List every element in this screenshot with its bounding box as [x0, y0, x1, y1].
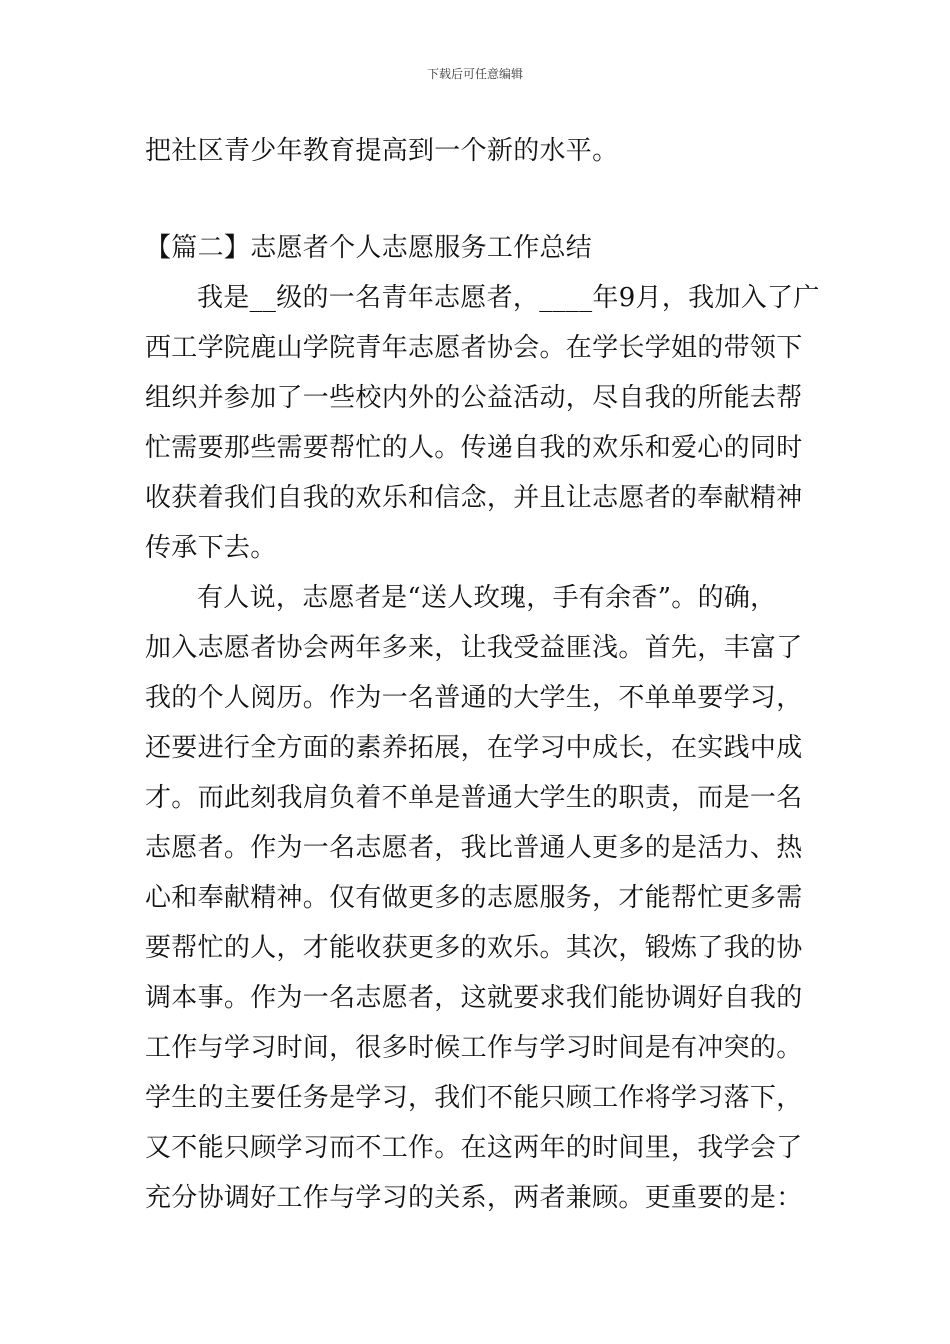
paragraph-line: 加入志愿者协会两年多来，让我受益匪浅。首先，丰富了: [145, 633, 803, 663]
paragraph-line: 调本事。作为一名志愿者，这就要求我们能协调好自我的: [145, 983, 803, 1013]
paragraph-line: 心和奉献精神。仅有做更多的志愿服务，才能帮忙更多需: [145, 883, 803, 913]
section-gap: [145, 176, 810, 223]
document-body: [145, 126, 820, 1223]
paragraph-line: 忙需要那些需要帮忙的人。传递自我的欢乐和爱心的同时: [145, 433, 803, 463]
intro-line: 把社区青少年教育提高到一个新的水平。: [145, 136, 619, 166]
paragraph-line: 还要进行全方面的素养拓展，在学习中成长，在实践中成: [145, 733, 803, 763]
paragraph-line: 我的个人阅历。作为一名普通的大学生，不单单要学习，: [145, 683, 803, 713]
paragraph-line: 我是__级的一名青年志愿者，____年9月，我加入了广: [197, 283, 820, 313]
paragraph-line: 要帮忙的人，才能收获更多的欢乐。其次，锻炼了我的协: [145, 933, 803, 963]
paragraph-line: 西工学院鹿山学院青年志愿者协会。在学长学姐的带领下: [145, 333, 803, 363]
paragraph-2: [145, 573, 810, 1223]
paragraph-line: 传承下去。: [145, 533, 277, 563]
paragraph-line: 又不能只顾学习而不工作。在这两年的时间里，我学会了: [145, 1133, 803, 1163]
paragraph-line: 充分协调好工作与学习的关系，两者兼顾。更重要的是：: [145, 1183, 803, 1213]
paragraph-line: 学生的主要任务是学习，我们不能只顾工作将学习落下，: [145, 1083, 803, 1113]
paragraph-line: 组织并参加了一些校内外的公益活动，尽自我的所能去帮: [145, 383, 803, 413]
paragraph-line: 才。而此刻我肩负着不单是普通大学生的职责，而是一名: [145, 783, 803, 813]
paragraph-line: 收获着我们自我的欢乐和信念，并且让志愿者的奉献精神: [145, 483, 803, 513]
paragraph-line: 工作与学习时间，很多时候工作与学习时间是有冲突的。: [145, 1033, 803, 1063]
paragraph-line: 志愿者。作为一名志愿者，我比普通人更多的是活力、热: [145, 833, 803, 863]
page-header: 下载后可任意编辑: [426, 67, 523, 81]
paragraph-1: [145, 273, 820, 573]
section-title: 【篇二】志愿者个人志愿服务工作总结: [145, 233, 593, 263]
paragraph-line: 有人说，志愿者是“送人玫瑰，手有余香”。的确，: [197, 583, 777, 613]
